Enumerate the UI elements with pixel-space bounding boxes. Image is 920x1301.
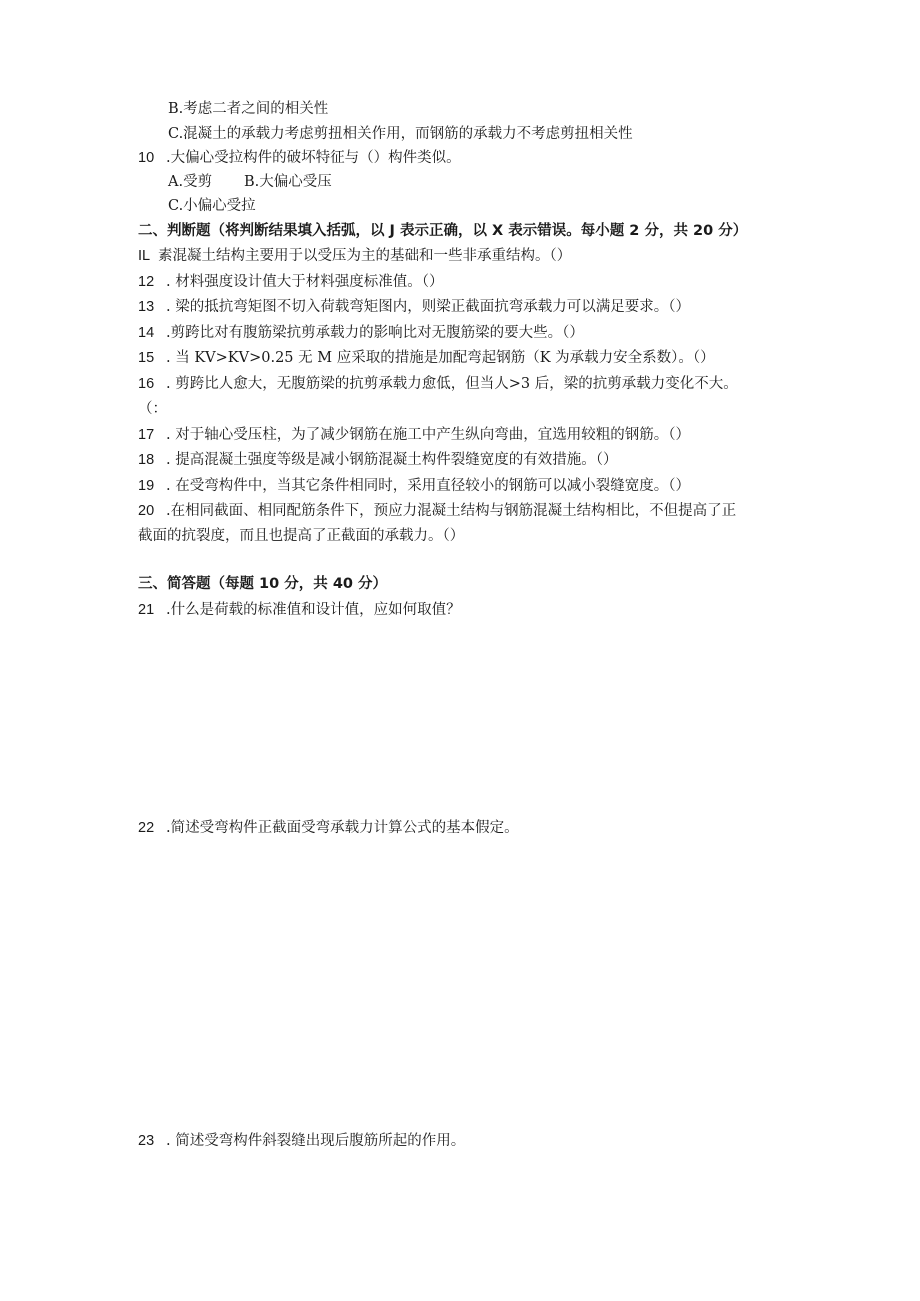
q21-text: .什么是荷载的标准值和设计值，应如何取值？: [166, 602, 461, 618]
q12-number: 12: [138, 274, 155, 290]
q22-text: .简述受弯构件正截面受弯承载力计算公式的基本假定。: [166, 820, 519, 836]
q20-number: 20: [138, 503, 155, 519]
q10-number: 10: [138, 150, 155, 166]
q13-text: . 梁的抵抗弯矩图不切入荷载弯矩图内，则梁正截面抗弯承载力可以满足要求。（）: [166, 299, 690, 315]
q23-number: 23: [138, 1133, 155, 1149]
q10-option-b: B.大偏心受压: [244, 174, 332, 190]
q23-text: . 简述受弯构件斜裂缝出现后腹筋所起的作用。: [166, 1133, 466, 1149]
q19-text: . 在受弯构件中，当其它条件相同时，采用直径较小的钢筋可以减小裂缝宽度。（）: [166, 478, 690, 494]
q14-text: .剪跨比对有腹筋梁抗剪承载力的影响比对无腹筋梁的要大些。（）: [166, 325, 584, 341]
q17-text: . 对于轴心受压柱，为了减少钢筋在施工中产生纵向弯曲，宜选用较粗的钢筋。（）: [166, 427, 690, 443]
q20-text: .在相同截面、相同配筋条件下，预应力混凝土结构与钢筋混凝土结构相比，不但提高了正: [166, 503, 737, 519]
q10-option-a: A.受剪: [168, 174, 213, 190]
q18-text: . 提高混凝土强度等级是减小钢筋混凝土构件裂缝宽度的有效措施。（）: [166, 452, 618, 468]
q16-text: . 剪跨比人愈大，无腹筋梁的抗剪承载力愈低，但当人>3 后，梁的抗剪承载力变化不大。: [166, 376, 738, 392]
q9-option-b: B.考虑二者之间的相关性: [168, 101, 329, 117]
q20-continuation: 截面的抗裂度，而且也提高了正截面的承载力。（）: [138, 528, 465, 544]
q10-text: .大偏心受拉构件的破坏特征与（）构件类似。: [166, 150, 461, 166]
q15-number: 15: [138, 350, 155, 366]
q14-number: 14: [138, 325, 155, 341]
q12-text: . 材料强度设计值大于材料强度标准值。（）: [166, 274, 444, 290]
q16-continuation: （：: [138, 401, 167, 417]
q21-number: 21: [138, 602, 155, 618]
q22-number: 22: [138, 820, 155, 836]
q11-text: 素混凝土结构主要用于以受压为主的基础和一些非承重结构。（）: [158, 248, 572, 264]
q10-option-c: C.小偏心受拉: [168, 198, 256, 214]
q18-number: 18: [138, 452, 155, 468]
q11-number: IL: [138, 248, 151, 264]
q9-option-c: C.混凝土的承载力考虑剪扭相关作用，而钢筋的承载力不考虑剪扭相关性: [168, 126, 633, 142]
q16-number: 16: [138, 376, 155, 392]
q15-text: . 当 KV>KV>0.25 无 M 应采取的措施是加配弯起钢筋（K 为承载力安全系数）。（）: [166, 350, 715, 366]
q19-number: 19: [138, 478, 155, 494]
section2-heading: 二、判断题（将判断结果填入括弧，以 J 表示正确，以 X 表示错误。每小题 2 分，共 20 分）: [138, 223, 748, 239]
q17-number: 17: [138, 427, 155, 443]
section3-heading: 三、简答题（每题 10 分，共 40 分）: [138, 576, 388, 592]
q13-number: 13: [138, 299, 155, 315]
